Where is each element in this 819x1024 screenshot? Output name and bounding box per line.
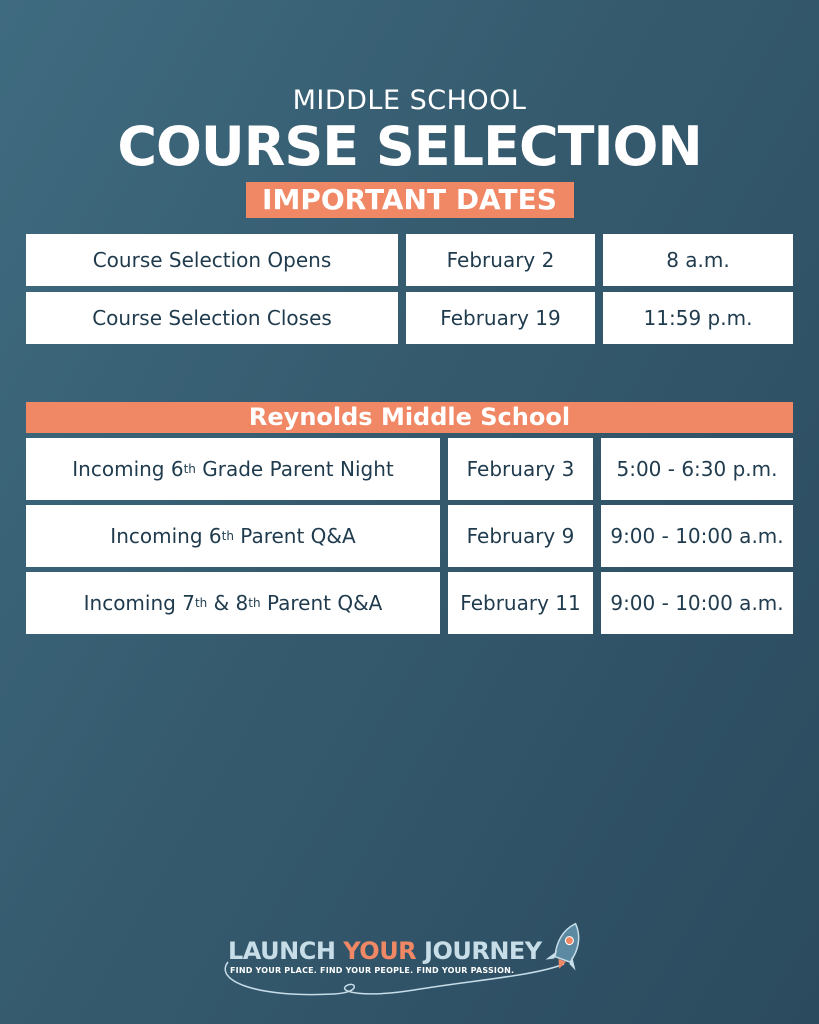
page-title: COURSE SELECTION [117,115,702,178]
table-row [26,292,793,344]
event-cell: Incoming 6 th Parent Q&A [26,505,440,567]
time-cell: 5:00 - 6:30 p.m. [601,438,793,500]
logo-word: JOURNEY [416,937,542,965]
eyebrow-text: MIDDLE SCHOOL [292,85,527,116]
logo-word-accent: YOUR [343,937,417,965]
event-text: Parent Q&A [260,591,383,615]
logo-tagline: FIND YOUR PLACE. FIND YOUR PEOPLE. FIND YOUR PASSION. [230,966,515,975]
event-text: Parent Q&A [233,524,356,548]
date-cell: February 11 [448,572,593,634]
date-cell: February 19 [406,292,595,344]
table-row [26,505,793,567]
date-cell: February 3 [448,438,593,500]
important-dates-banner: IMPORTANT DATES [246,182,574,218]
logo-word: LAUNCH [228,937,344,965]
time-cell: 9:00 - 10:00 a.m. [601,572,793,634]
logo-wordmark [228,938,542,964]
header [0,84,819,218]
rocket-icon [544,920,590,974]
time-cell: 8 a.m. [603,234,793,286]
launch-your-journey-logo [214,920,594,1000]
school-events-table [26,438,793,639]
event-text: Grade Parent Night [195,457,394,481]
selection-dates-table [26,234,793,350]
time-cell: 11:59 p.m. [603,292,793,344]
table-row [26,572,793,634]
event-cell: Incoming 7 th & 8 th Parent Q&A [26,572,440,634]
event-text: Incoming 6 [72,457,184,481]
event-cell: Course Selection Closes [26,292,398,344]
school-name-banner: Reynolds Middle School [26,402,793,433]
time-cell: 9:00 - 10:00 a.m. [601,505,793,567]
event-text: Incoming 7 [83,591,195,615]
date-cell: February 2 [406,234,595,286]
table-row [26,234,793,286]
date-cell: February 9 [448,505,593,567]
table-row [26,438,793,500]
event-cell: Incoming 6 th Grade Parent Night [26,438,440,500]
event-text: & 8 [207,591,249,615]
event-cell: Course Selection Opens [26,234,398,286]
event-text: Incoming 6 [110,524,222,548]
